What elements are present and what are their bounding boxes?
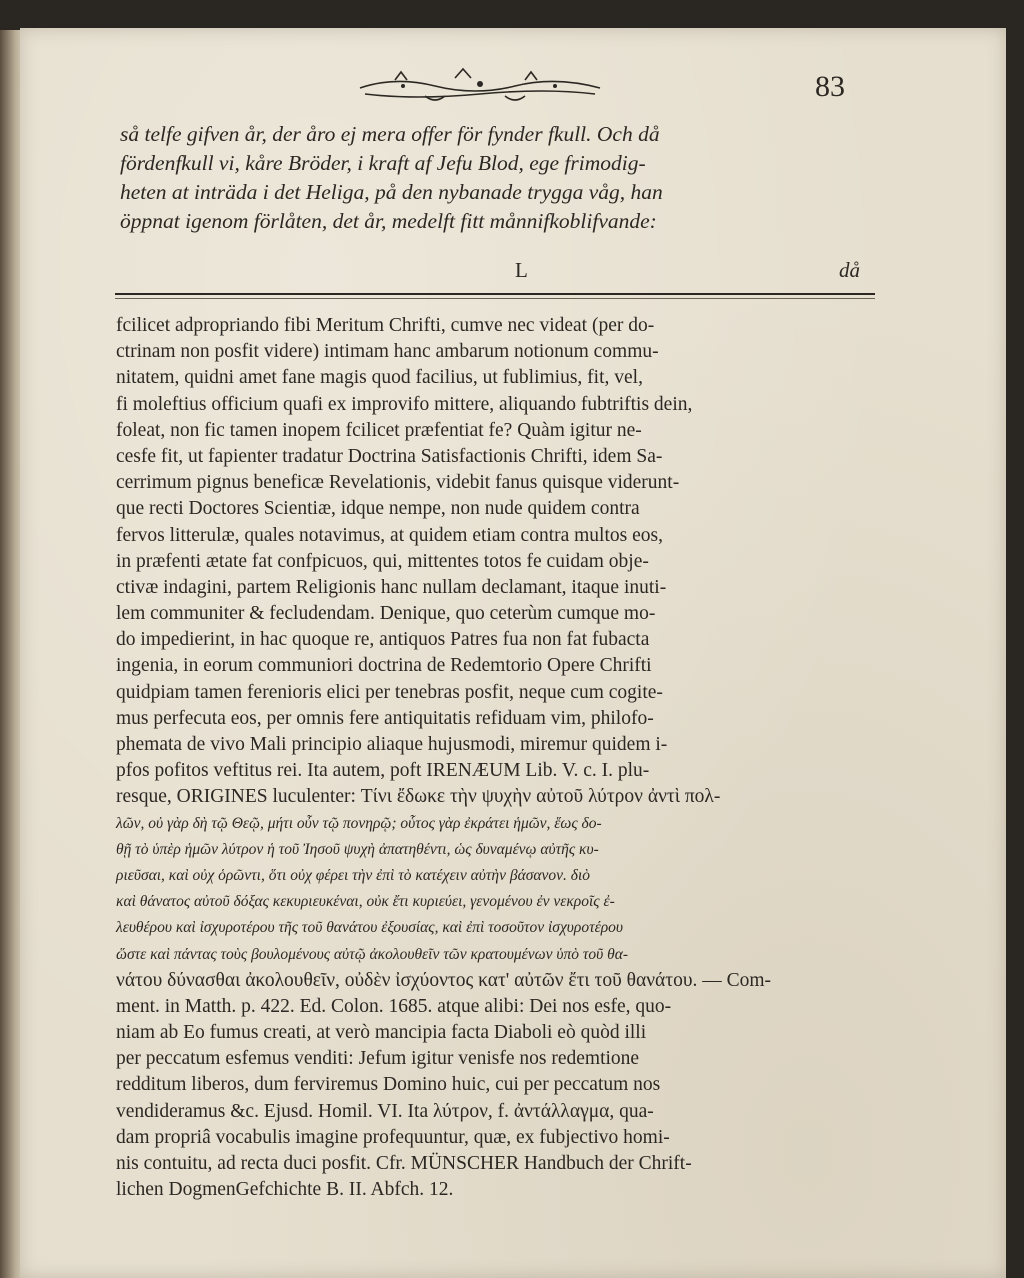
text-line: så telfe gifven år, der åro ej mera offer för fynder fkull. Och då [120,122,660,146]
main-text-swedish [120,120,880,236]
footnote-line: foleat, non fic tamen inopem fcilicet præfentiat fe? Quàm igitur ne- [116,419,642,441]
footnote-line: ctivæ indagini, partem Religionis hanc nullam declamant, itaque inuti- [116,576,667,598]
book-page [20,28,1006,1278]
footnote-line: resque, ORIGINES luculenter: Τίνι ἔδωκε τὴν ψυχὴν αὐτοῦ λύτρον ἀντὶ πολ- [116,786,721,808]
footnote-line: in præfenti ætate fat confpicuos, qui, mittentes totos fe cuidam obje- [116,550,649,572]
footnote-line: fervos litterulæ, quales notavimus, at quidem etiam contra multos eos, [116,524,663,546]
footnote-line: dam propriâ vocabulis imagine profequuntur, quæ, ex fubjectivo homi- [116,1126,670,1148]
footnote-line: niam ab Eo fumus creati, at verò mancipia facta Diaboli eò quòd illi [116,1022,647,1044]
catchword: då [839,258,860,282]
signature-mark: L [515,258,528,282]
greek-quote-line: λῶν, οὐ γὰρ δὴ τῷ Θεῷ, μήτι οὖν τῷ πονηρῷ; οὗτος γὰρ ἐκράτει ἡμῶν, ἕως δο- [116,814,602,832]
page-number: 83 [815,70,845,103]
footnote-line: quidpiam tamen ferenioris elici per tenebras posfit, neque cum cogite- [116,681,663,703]
footnote-line: νάτου δύνασθαι ἀκολουθεῖν, οὐδὲν ἰσχύοντος κατ' αὐτῶν ἔτι τοῦ θανάτου. — Com- [116,969,772,991]
footnote-line: cerrimum pignus beneficæ Revelationis, videbit fanus quisque viderunt- [116,472,680,494]
greek-quote-line: θῇ τὸ ὑπὲρ ἡμῶν λύτρον ἡ τοῦ Ἰησοῦ ψυχὴ ἀπατηθέντι, ὡς δυναμένῳ αὐτῆς κυ- [116,840,599,858]
text-line: öppnat igenom förlåten, det år, medelft fitt månnifkoblifvande: [120,209,657,233]
footnote-line: do impedierint, in hac quoque re, antiquos Patres fua non fat fubacta [116,629,650,651]
footnote-line: ment. in Matth. p. 422. Ed. Colon. 1685. atque alibi: Dei nos esfe, quo- [116,995,672,1017]
footnote-line: pfos pofitos veftitus rei. Ita autem, poft IRENÆUM Lib. V. c. I. plu- [116,760,650,782]
footnote-line: cesfe fit, ut fapienter tradatur Doctrina Satisfactionis Chrifti, idem Sa- [116,445,663,467]
footnote-line: nitatem, quidni amet fane magis quod facilius, ut fublimius, fit, vel, [116,367,643,389]
text-line: heten at inträda i det Heliga, på den nybanade trygga våg, han [120,180,663,204]
footnote-line: que recti Doctores Scientiæ, idque nempe, non nude quidem contra [116,498,640,520]
footnote-text-latin [116,313,876,1203]
greek-quote-line: καὶ θάνατος αὐτοῦ δόξας κεκυριευκέναι, οὐκ ἔτι κυριεύει, γενομένου ἐν νεκροῖς ἐ- [116,893,615,911]
book-binding-edge [0,30,22,1278]
footnote-line: vendideramus &c. Ejusd. Homil. VI. Ita λύτρον, f. ἀντάλλαγμα, qua- [116,1100,654,1122]
greek-quote-line: ὥστε καὶ πάντας τοὺς βουλομένους αὐτῷ ἀκολουθεῖν τῶν κρατουμένων ὑπὸ τοῦ θα- [116,945,629,963]
footnote-line: mus perfecuta eos, per omnis fere antiquitatis refiduam vim, philofo- [116,707,654,729]
footnote-line: ctrinam non posfit videre) intimam hanc ambarum notionum commu- [116,341,659,363]
greek-quote-line: λευθέρου καὶ ἰσχυροτέρου τῆς τοῦ θανάτου ἐξουσίας, καὶ ἐπὶ τοσοῦτον ἰσχυροτέρου [116,919,624,937]
footnote-line: per peccatum esfemus venditi: Jefum igitur venisfe nos redemtione [116,1048,640,1070]
signature-row [120,258,880,286]
footnote-line: fcilicet adpropriando fibi Meritum Chrifti, cumve nec videat (per do- [116,315,655,336]
greek-quote-line: ριεῦσαι, καὶ οὐχ ὁρῶντι, ὅτι οὐχ φέρει τὴν ἐπὶ τὸ κατέχειν αὐτὴν βάσανον. διὸ [116,866,591,884]
footnote-line: ingenia, in eorum communiori doctrina de Redemtorio Opere Chrifti [116,655,652,677]
footnote-line: fi moleftius officium quafi ex improvifo mittere, aliquando fubtriftis dein, [116,393,693,415]
footnote-line: phemata de vivo Mali principio aliaque hujusmodi, miremur quidem i- [116,734,668,755]
footnote-divider [115,293,875,299]
text-line: fördenfkull vi, kåre Bröder, i kraft af Jefu Blod, ege frimodig- [120,151,646,175]
footnote-line: redditum liberos, dum ferviremus Domino huic, cui per peccatum nos [116,1074,661,1096]
footnote-line: lichen DogmenGefchichte B. II. Abfch. 12. [116,1179,454,1201]
footnote-line: lem communiter & fecludendam. Denique, quo ceterùm cumque mo- [116,603,656,625]
footnote-line: nis contuitu, ad recta duci posfit. Cfr. MÜNSCHER Handbuch der Chrift- [116,1153,692,1174]
header-ornament-icon [355,66,605,106]
